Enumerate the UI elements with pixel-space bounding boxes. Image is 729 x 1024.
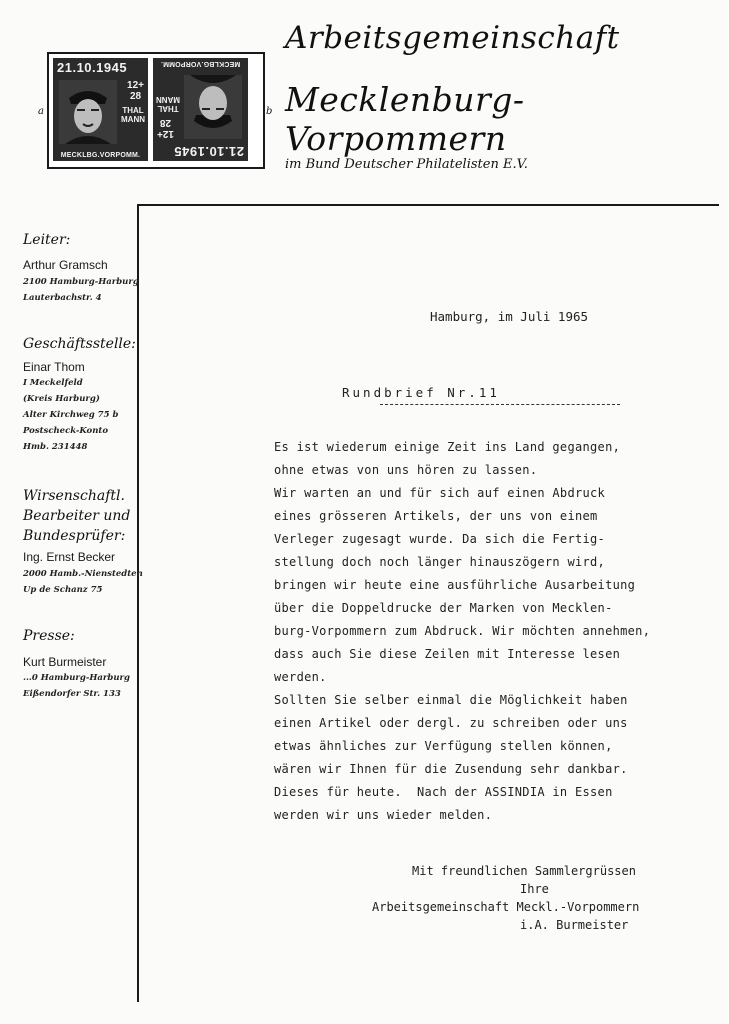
stamp-name-line2: MANN (156, 95, 180, 104)
stamp-value-line2: 28 (129, 91, 142, 102)
body-line: stellung doch noch länger hinauszögern wird, (274, 555, 606, 569)
letter-body (274, 436, 714, 827)
stamp-value-line1: 12+ (157, 128, 174, 139)
body-line: einen Artikel oder dergl. zu schreiben oder uns (274, 716, 628, 730)
body-line: werden wir uns wieder melden. (274, 808, 493, 822)
address-line: Lauterbachstr. 4 (23, 293, 102, 303)
sidebar-heading-geschaeftsstelle: Geschäftsstelle: (23, 336, 136, 352)
body-line: wären wir Ihnen für die Zusendung sehr dankbar. (274, 762, 628, 776)
body-line: über die Doppeldrucke der Marken von Mecklen- (274, 601, 613, 615)
body-line: Verleger zugesagt wurde. Da sich die Fertig- (274, 532, 606, 546)
stamp-pair-image (47, 52, 265, 169)
stamp-label-b: b (266, 106, 273, 117)
body-line: eines grösseren Artikels, der uns von einem (274, 509, 598, 523)
stamp-name (121, 106, 145, 124)
stamp-footer: MECKLBG.VORPOMM. (60, 152, 141, 159)
address-line: Alter Kirchweg 75 b (23, 410, 119, 420)
sidebar-address-presse (23, 670, 130, 702)
stamp-date-inverted: 21.10.1945 (173, 144, 244, 159)
sidebar-divider (137, 204, 139, 1002)
stamp-date: 21.10.1945 (57, 60, 128, 75)
stamp-footer-inverted: MECKLBG.VORPOMM. (160, 60, 241, 67)
stamp-name-line1: THAL (122, 106, 144, 115)
header-divider (139, 204, 719, 206)
sidebar-name-leiter: Arthur Gramsch (23, 258, 108, 272)
address-line: 2100 Hamburg-Harburg (23, 277, 139, 287)
address-line: Postscheck-Konto (23, 426, 108, 436)
letter-closing (360, 862, 700, 934)
stamp-value-line2: 28 (159, 117, 172, 128)
sidebar-name-presse: Kurt Burmeister (23, 655, 107, 669)
heading-line: Bundesprüfer: (23, 528, 126, 544)
org-subtitle: im Bund Deutscher Philatelisten E.V. (285, 157, 528, 172)
heading-underline (380, 404, 620, 405)
body-line: bringen wir heute eine ausführliche Ausarbeitung (274, 578, 636, 592)
sidebar-name-wissenschaftl: Ing. Ernst Becker (23, 550, 116, 564)
body-line: Es ist wiederum einige Zeit ins Land gegangen, (274, 440, 621, 454)
stamp-name-line1: THAL (157, 104, 179, 113)
heading-line: Bearbeiter und (23, 508, 131, 524)
stamp-value-inverted (157, 117, 174, 139)
sidebar-heading-wissenschaftl (23, 486, 130, 546)
portrait-icon (184, 75, 242, 139)
sidebar-address-wissenschaftl (23, 566, 143, 598)
letter-heading: Rundbrief Nr.11 (342, 385, 500, 400)
closing-line: Ihre (520, 882, 549, 896)
org-title-line2: Mecklenburg-Vorpommern (285, 80, 525, 158)
org-title-line1: Arbeitsgemeinschaft (285, 20, 620, 56)
body-line: Wir warten an und für sich auf einen Abdruck (274, 486, 606, 500)
body-line: werden. (274, 670, 327, 684)
stamp-label-a: a (38, 106, 44, 117)
address-line: Up de Schanz 75 (23, 585, 103, 595)
sidebar-heading-leiter: Leiter: (23, 232, 71, 248)
body-line: dass auch Sie diese Zeilen mit Interesse lesen (274, 647, 621, 661)
closing-line: i.A. Burmeister (520, 918, 629, 932)
stamp-left (53, 58, 148, 161)
address-line: 2000 Hamb.-Nienstedten (23, 569, 143, 579)
address-line: (Kreis Harburg) (23, 394, 100, 404)
body-line: Sollten Sie selber einmal die Möglichkeit haben (274, 693, 628, 707)
sidebar-heading-presse: Presse: (23, 628, 75, 644)
stamp-name-inverted (156, 95, 180, 113)
body-line: burg-Vorpommern zum Abdruck. Wir möchten annehmen, (274, 624, 651, 638)
stamp-value-line1: 12+ (127, 80, 144, 91)
address-line: I Meckelfeld (23, 378, 83, 388)
body-line: etwas ähnliches zur Verfügung stellen können, (274, 739, 613, 753)
stamp-value (127, 80, 144, 102)
sidebar-name-geschaeftsstelle: Einar Thom (23, 360, 85, 374)
sidebar-address-geschaeftsstelle (23, 375, 118, 455)
address-line: ...0 Hamburg-Harburg (23, 673, 130, 683)
portrait-icon (59, 80, 117, 144)
body-line: ohne etwas von uns hören zu lassen. (274, 463, 538, 477)
address-line: Hmb. 231448 (23, 442, 88, 452)
heading-line: Wirsenschaftl. (23, 488, 125, 504)
stamp-name-line2: MANN (121, 115, 145, 124)
sidebar-address-leiter (23, 274, 139, 306)
body-line: Dieses für heute. Nach der ASSINDIA in Essen (274, 785, 613, 799)
stamp-right-inverted (153, 58, 248, 161)
address-line: Eißendorfer Str. 133 (23, 689, 121, 699)
closing-line: Mit freundlichen Sammlergrüssen (412, 864, 636, 878)
letter-date: Hamburg, im Juli 1965 (430, 309, 589, 324)
closing-line: Arbeitsgemeinschaft Meckl.-Vorpommern (372, 900, 640, 914)
